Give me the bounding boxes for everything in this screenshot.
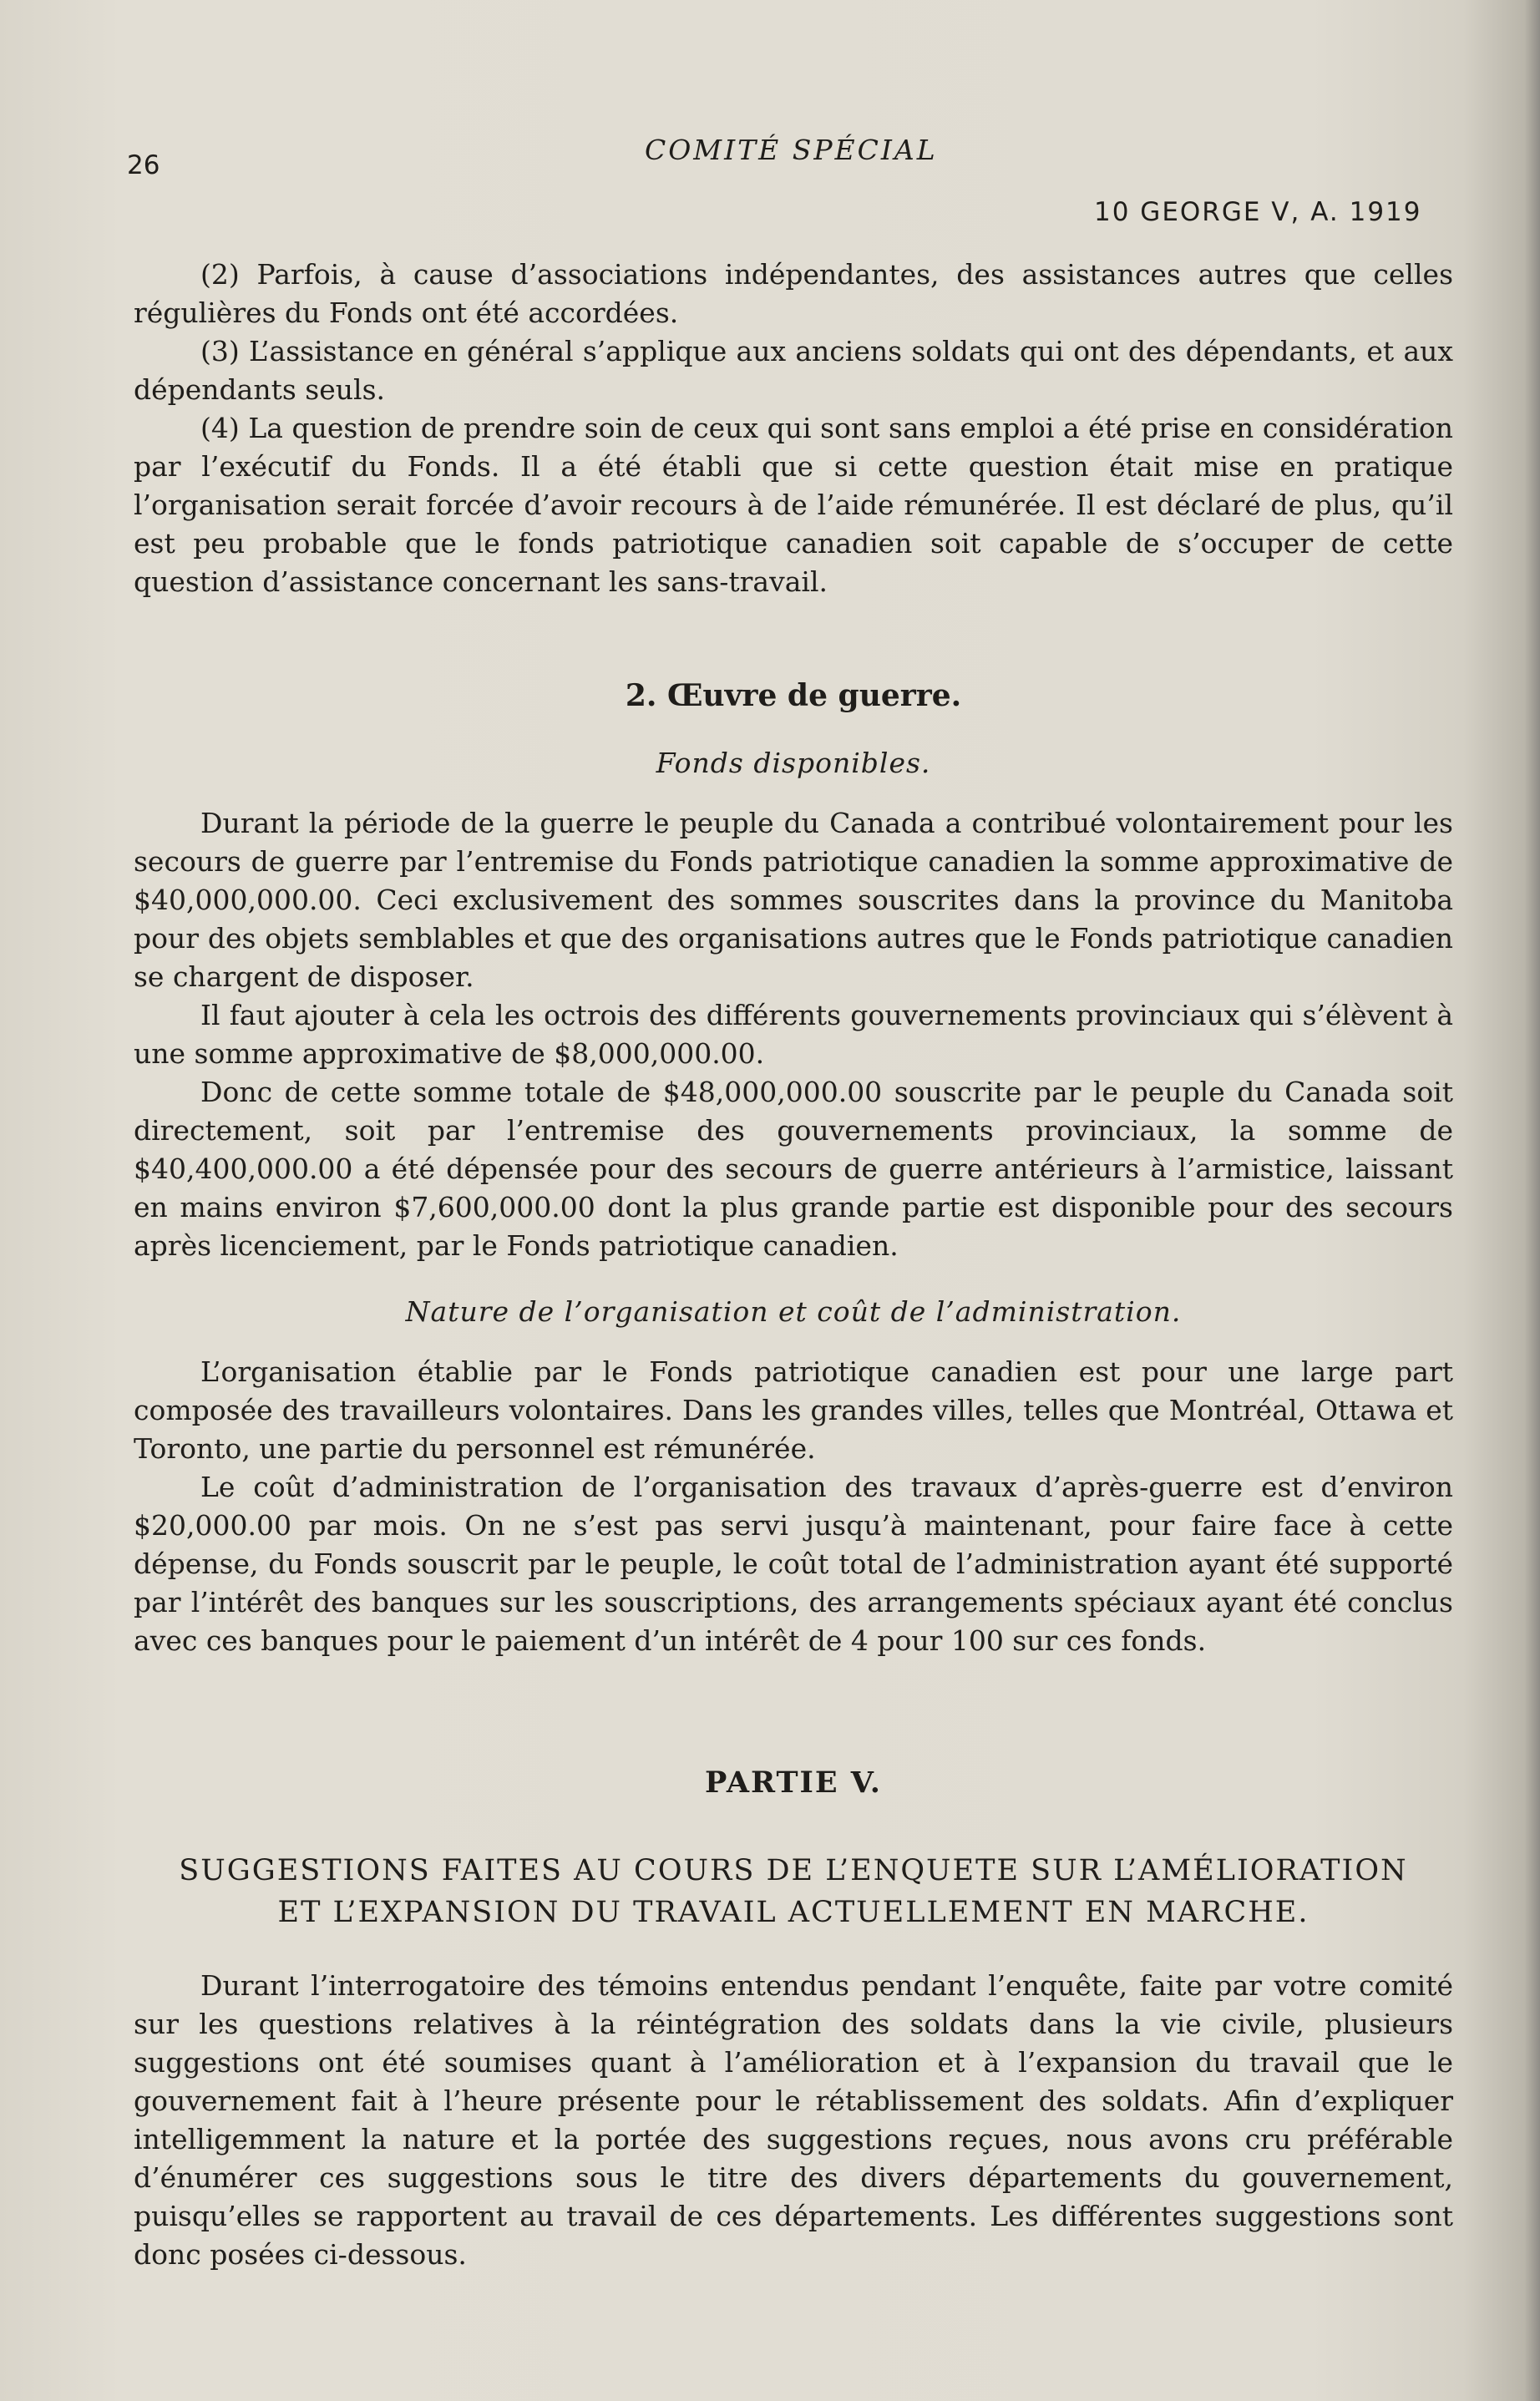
page-header (127, 134, 1440, 184)
part-title (134, 1850, 1453, 1933)
session-reference: 10 GEORGE V, A. 1919 (1094, 197, 1422, 227)
paragraph: Le coût d’administration de l’organisation des travaux d’après-guerre est d’environ $20,000.00 par mois. On ne s’est pas servi jusqu’à maintenant, pour faire face à cette dépense, du Fonds souscrit par le peuple, le coût total de l’administration ayant été supporté par l’intérêt des banques sur les souscriptions, des arrangements spéciaux ayant été conclus avec ces banques pour le paiement d’un intérêt de 4 pour 100 sur ces fonds. (134, 1471, 1453, 1657)
paragraph: (4) La question de prendre soin de ceux qui sont sans emploi a été prise en considération par l’exécutif du Fonds. Il a été établi que si cette question était mise en pratique l’organisation serait forcée d’avoir recours à de l’aide rémunérée. Il est déclaré de plus, qu’il est peu probable que le fonds patriotique canadien soit capable de s’occuper de cette question d’assistance concernant les sans-travail. (134, 412, 1453, 598)
subsection-heading: Fonds disponibles. (656, 747, 931, 779)
running-title: COMITÉ SPÉCIAL (645, 134, 938, 166)
paragraph: Il faut ajouter à cela les octrois des différents gouvernements provinciaux qui s’élèvent à une somme approximative de $8,000,000.00. (134, 999, 1453, 1070)
paragraph: Durant la période de la guerre le peuple du Canada a contribué volontairement pour les secours de guerre par l’entremise du Fonds patriotique canadien la somme approximative de $40,000,000.00. Ceci exclusivement des sommes souscrites dans la province du Manitoba pour des objets semblables et que des organisations autres que le Fonds patriotique canadien se chargent de disposer. (134, 807, 1453, 993)
paragraph: Durant l’interrogatoire des témoins entendus pendant l’enquête, faite par votre comité sur les questions relatives à la réintégration des soldats dans la vie civile, plusieurs suggestions ont été soumises quant à l’amélioration et à l’expansion du travail que le gouvernement fait à l’heure présente pour le rétablissement des soldats. Afin d’expliquer intelligemment la nature et la portée des suggestions reçues, nous avons cru préférable d’énumérer ces suggestions sous le titre des divers départements du gouvernement, puisqu’elles se rapportent au travail de ces départements. Les différentes suggestions sont donc posées ci-dessous. (134, 1969, 1453, 2271)
paragraph: L’organisation établie par le Fonds patriotique canadien est pour une large part composée des travailleurs volontaires. Dans les grandes villes, telles que Montréal, Ottawa et Toronto, une partie du personnel est rémunérée. (134, 1355, 1453, 1465)
part-title-line: ET L’EXPANSION DU TRAVAIL ACTUELLEMENT EN MARCHE. (277, 1896, 1310, 1929)
paragraph: (2) Parfois, à cause d’associations indépendantes, des assistances autres que celles régulières du Fonds ont été accordées. (134, 258, 1453, 329)
paragraph: (3) L’assistance en général s’applique aux anciens soldats qui ont des dépendants, et aux dépendants seuls. (134, 335, 1453, 406)
part-heading: PARTIE V. (705, 1765, 882, 1800)
subsection-heading: Nature de l’organisation et coût de l’administration. (405, 1295, 1182, 1328)
page-body (134, 256, 1453, 2274)
part-title-line: SUGGESTIONS FAITES AU COURS DE L’ENQUETE SUR L’AMÉLIORATION (179, 1854, 1408, 1887)
paragraph: Donc de cette somme totale de $48,000,000.00 souscrite par le peuple du Canada soit directement, soit par l’entremise des gouvernements provinciaux, la somme de $40,400,000.00 a été dépensée pour des secours de guerre antérieurs à l’armistice, laissant en mains environ $7,600,000.00 dont la plus grande partie est disponible pour des secours après licenciement, par le Fonds patriotique canadien. (134, 1076, 1453, 1262)
page-number: 26 (127, 150, 160, 180)
section-heading: 2. Œuvre de guerre. (625, 678, 962, 713)
